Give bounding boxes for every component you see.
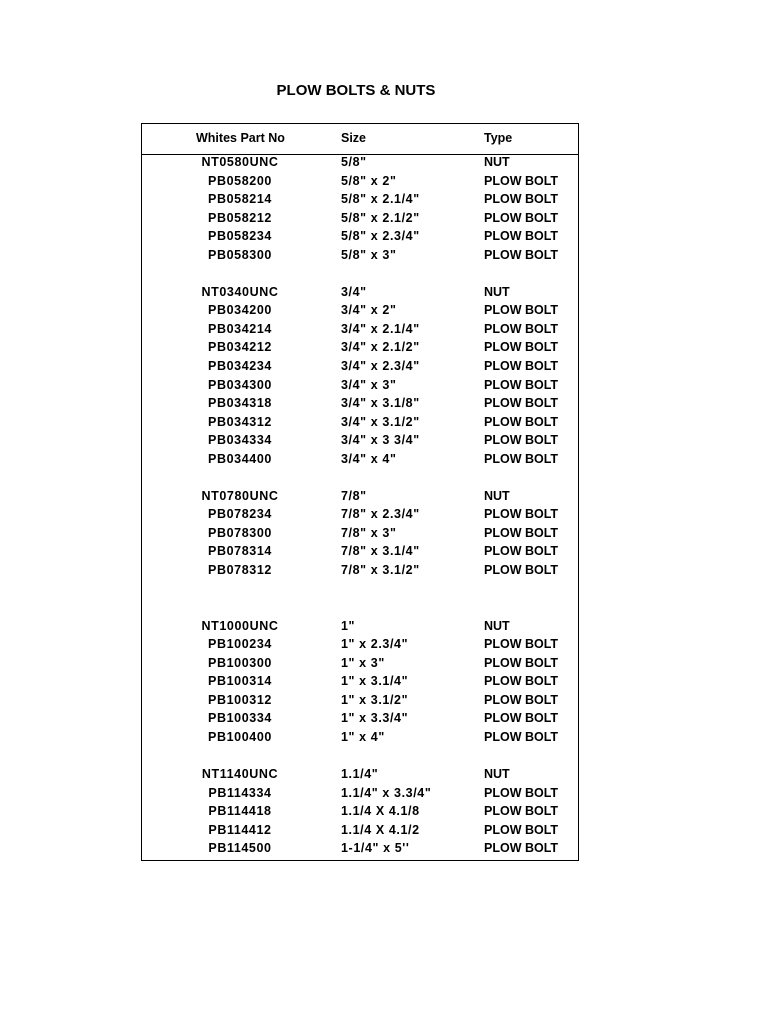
cell-size: 1" x 3" <box>341 655 385 670</box>
cell-type: PLOW BOLT <box>484 173 559 188</box>
cell-type: NUT <box>484 767 510 782</box>
table-body <box>142 154 578 859</box>
cell-size: 5/8" x 2.1/2" <box>341 210 420 225</box>
cell-size: 3/4" x 3.1/2" <box>341 414 420 429</box>
header-part-no: Whites Part No <box>196 131 285 145</box>
cell-part-no: NT0780UNC <box>201 488 279 503</box>
cell-type: PLOW BOLT <box>484 841 559 856</box>
cell-type: NUT <box>484 488 510 503</box>
cell-size: 1" x 3.3/4" <box>341 711 409 726</box>
table-row <box>142 377 578 396</box>
cell-type: PLOW BOLT <box>484 563 559 578</box>
table-row <box>142 785 578 804</box>
cell-type: PLOW BOLT <box>484 525 559 540</box>
cell-type: PLOW BOLT <box>484 377 559 392</box>
cell-part-no: PB100234 <box>208 637 272 652</box>
cell-part-no: PB034312 <box>208 414 272 429</box>
table-row <box>142 506 578 525</box>
cell-part-no: PB034318 <box>208 396 272 411</box>
cell-size: 1.1/4 X 4.1/8 <box>341 804 420 819</box>
cell-size: 7/8" x 3" <box>341 525 397 540</box>
cell-size: 3/4" x 3 3/4" <box>341 433 420 448</box>
cell-part-no: PB078312 <box>208 563 272 578</box>
cell-part-no: PB034200 <box>208 303 272 318</box>
table-header <box>142 124 578 155</box>
cell-type: PLOW BOLT <box>484 396 559 411</box>
cell-size: 3/4" x 3.1/8" <box>341 396 420 411</box>
table-row <box>142 525 578 544</box>
cell-size: 3/4" x 2.1/4" <box>341 321 420 336</box>
cell-type: PLOW BOLT <box>484 414 559 429</box>
table-row <box>142 581 578 600</box>
cell-part-no: PB100300 <box>208 655 272 670</box>
table-row <box>142 599 578 618</box>
table-row <box>142 562 578 581</box>
cell-size: 5/8" x 3" <box>341 247 397 262</box>
table-row <box>142 228 578 247</box>
table-row <box>142 692 578 711</box>
cell-size: 1.1/4 X 4.1/2 <box>341 822 420 837</box>
table-row <box>142 414 578 433</box>
cell-type: PLOW BOLT <box>484 637 559 652</box>
cell-type: PLOW BOLT <box>484 692 559 707</box>
cell-part-no: NT1000UNC <box>201 618 279 633</box>
cell-size: 1" <box>341 618 356 633</box>
cell-type: PLOW BOLT <box>484 303 559 318</box>
cell-size: 1.1/4" x 3.3/4" <box>341 785 432 800</box>
table-row <box>142 302 578 321</box>
cell-part-no: PB034334 <box>208 433 272 448</box>
table-row <box>142 265 578 284</box>
cell-part-no: PB078234 <box>208 507 272 522</box>
cell-type: PLOW BOLT <box>484 544 559 559</box>
cell-part-no: PB100334 <box>208 711 272 726</box>
cell-part-no: PB034400 <box>208 451 272 466</box>
table-row <box>142 321 578 340</box>
cell-size: 5/8" x 2" <box>341 173 397 188</box>
cell-part-no: PB100314 <box>208 674 272 689</box>
table-row <box>142 543 578 562</box>
cell-type: PLOW BOLT <box>484 785 559 800</box>
table-row <box>142 488 578 507</box>
table-row <box>142 173 578 192</box>
cell-type: PLOW BOLT <box>484 804 559 819</box>
table-row <box>142 284 578 303</box>
cell-size: 3/4" x 2" <box>341 303 397 318</box>
cell-part-no: PB034212 <box>208 340 272 355</box>
cell-type: PLOW BOLT <box>484 340 559 355</box>
cell-part-no: PB034214 <box>208 321 272 336</box>
table-row <box>142 803 578 822</box>
cell-size: 7/8" x 3.1/4" <box>341 544 420 559</box>
cell-size: 3/4" x 3" <box>341 377 397 392</box>
cell-part-no: PB058300 <box>208 247 272 262</box>
table-row <box>142 766 578 785</box>
cell-size: 3/4" x 4" <box>341 451 397 466</box>
cell-type: PLOW BOLT <box>484 729 559 744</box>
cell-part-no: PB078300 <box>208 525 272 540</box>
cell-type: NUT <box>484 284 510 299</box>
cell-type: NUT <box>484 618 510 633</box>
table-row <box>142 469 578 488</box>
table-row <box>142 339 578 358</box>
cell-size: 3/4" x 2.3/4" <box>341 359 420 374</box>
cell-type: PLOW BOLT <box>484 192 559 207</box>
cell-type: PLOW BOLT <box>484 507 559 522</box>
table-row <box>142 636 578 655</box>
cell-part-no: PB058212 <box>208 210 272 225</box>
cell-type: PLOW BOLT <box>484 674 559 689</box>
cell-type: PLOW BOLT <box>484 229 559 244</box>
cell-part-no: NT0580UNC <box>201 155 279 169</box>
cell-size: 1.1/4" <box>341 767 379 782</box>
header-type: Type <box>484 131 513 145</box>
cell-part-no: PB114334 <box>208 785 272 800</box>
cell-size: 7/8" x 2.3/4" <box>341 507 420 522</box>
cell-part-no: PB078314 <box>208 544 272 559</box>
cell-size: 1" x 3.1/2" <box>341 692 409 707</box>
table-row <box>142 154 578 173</box>
cell-part-no: PB058234 <box>208 229 272 244</box>
table-row <box>142 840 578 859</box>
cell-size: 7/8" x 3.1/2" <box>341 563 420 578</box>
cell-type: PLOW BOLT <box>484 451 559 466</box>
table-row <box>142 710 578 729</box>
cell-part-no: PB114412 <box>208 822 272 837</box>
parts-table <box>141 123 579 861</box>
cell-part-no: NT0340UNC <box>201 284 279 299</box>
table-row <box>142 655 578 674</box>
cell-type: NUT <box>484 155 510 169</box>
cell-part-no: PB100400 <box>208 729 272 744</box>
cell-type: PLOW BOLT <box>484 210 559 225</box>
cell-type: PLOW BOLT <box>484 822 559 837</box>
cell-part-no: PB114500 <box>208 841 272 856</box>
table-row <box>142 748 578 767</box>
table-row <box>142 618 578 637</box>
cell-size: 1-1/4" x 5'' <box>341 841 410 856</box>
table-row <box>142 822 578 841</box>
table-row <box>142 673 578 692</box>
cell-size: 7/8" <box>341 488 367 503</box>
cell-size: 5/8" x 2.3/4" <box>341 229 420 244</box>
cell-size: 3/4" x 2.1/2" <box>341 340 420 355</box>
cell-size: 5/8" <box>341 155 367 169</box>
cell-type: PLOW BOLT <box>484 433 559 448</box>
cell-size: 3/4" <box>341 284 367 299</box>
cell-part-no: NT1140UNC <box>201 767 279 782</box>
table-row <box>142 729 578 748</box>
cell-part-no: PB114418 <box>208 804 272 819</box>
cell-type: PLOW BOLT <box>484 247 559 262</box>
cell-part-no: PB100312 <box>208 692 272 707</box>
cell-size: 1" x 2.3/4" <box>341 637 409 652</box>
cell-part-no: PB034300 <box>208 377 272 392</box>
cell-type: PLOW BOLT <box>484 321 559 336</box>
cell-type: PLOW BOLT <box>484 711 559 726</box>
cell-part-no: PB058214 <box>208 192 272 207</box>
table-row <box>142 432 578 451</box>
table-row <box>142 191 578 210</box>
cell-size: 5/8" x 2.1/4" <box>341 192 420 207</box>
cell-part-no: PB034234 <box>208 359 272 374</box>
header-size: Size <box>341 131 367 145</box>
cell-size: 1" x 4" <box>341 729 385 744</box>
cell-size: 1" x 3.1/4" <box>341 674 409 689</box>
page-title: PLOW BOLTS & NUTS <box>276 82 436 99</box>
cell-type: PLOW BOLT <box>484 655 559 670</box>
table-row <box>142 210 578 229</box>
cell-type: PLOW BOLT <box>484 359 559 374</box>
table-row <box>142 358 578 377</box>
table-row <box>142 395 578 414</box>
cell-part-no: PB058200 <box>208 173 272 188</box>
table-row <box>142 451 578 470</box>
table-row <box>142 247 578 266</box>
